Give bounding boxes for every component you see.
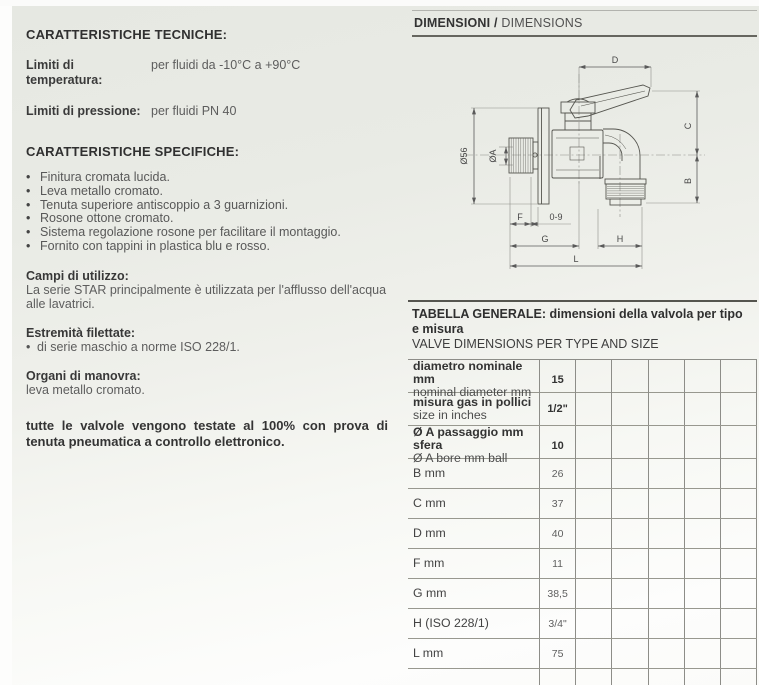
empty-cell: [576, 519, 612, 548]
row-label-en: Ø A bore mm ball: [413, 451, 508, 465]
row-value: 15: [540, 360, 576, 399]
center-lines: [464, 74, 705, 217]
testing-note: tutte le valvole vengono testate al 100% con prova di tenuta pneumatica a controllo elettronico.: [26, 417, 388, 449]
left-column: [26, 27, 389, 450]
empty-cell: [649, 393, 685, 425]
body-mark: [570, 147, 584, 160]
subhead-estremita-filettate: Estremità filettate:: [26, 325, 136, 340]
table-row: [408, 609, 757, 639]
spec-value: per fluidi da -10°C a +90°C: [151, 58, 301, 72]
empty-cell: [685, 489, 721, 518]
empty-cell: [721, 609, 757, 638]
scan-edge-top: [0, 0, 759, 6]
empty-cell: [685, 579, 721, 608]
outlet-tail: [610, 199, 641, 205]
dim-label-d: D: [611, 55, 619, 65]
table-row: [408, 425, 757, 465]
empty-cell: [685, 549, 721, 578]
rosette-flange: [538, 108, 549, 204]
empty-cell: [576, 459, 612, 488]
dim-label-c: C: [683, 122, 693, 130]
table-title-it: TABELLA GENERALE: dimensioni della valvola per tipo e misura: [412, 307, 743, 336]
table-row: [408, 393, 757, 426]
empty-cell: [721, 639, 757, 668]
row-label-it: B mm: [413, 466, 446, 480]
campi-text: La serie STAR principalmente è utilizzata per l'afflusso dell'acqua alle lavatrici.: [26, 282, 387, 311]
bullet-icon: •: [26, 238, 31, 253]
table-row: [408, 489, 757, 519]
dimensions-header: [412, 10, 757, 37]
empty-cell: [576, 489, 612, 518]
row-value: 40: [540, 519, 576, 548]
empty-cell: [576, 393, 612, 425]
empty-cell: [649, 639, 685, 668]
row-label-it: H (ISO 228/1): [413, 616, 489, 630]
table-title-en: VALVE DIMENSIONS PER TYPE AND SIZE: [412, 337, 659, 351]
empty-cell: [612, 489, 648, 518]
row-label-en: nominal diameter mm: [413, 385, 532, 399]
outlet-union: [605, 179, 646, 184]
spec-value: per fluidi PN 40: [151, 104, 237, 118]
dimensions-title-en: DIMENSIONS: [501, 16, 583, 30]
list-item-text: Rosone ottone cromato.: [40, 211, 174, 226]
list-item-text: Fornito con tappini in plastica blu e rosso.: [40, 238, 270, 253]
table-title: [408, 302, 757, 359]
empty-cell: [685, 459, 721, 488]
dim-label-l: L: [573, 254, 579, 264]
row-value: 26: [540, 459, 576, 488]
empty-cell: [612, 579, 648, 608]
valve-neck: [565, 113, 591, 130]
empty-cell: [612, 549, 648, 578]
dimension-labels: [459, 55, 693, 264]
empty-cell: [685, 669, 721, 685]
list-item: [26, 240, 389, 254]
row-label-it: Ø A passaggio mm sfera: [413, 425, 524, 452]
row-value: 37: [540, 489, 576, 518]
bullet-icon: •: [26, 339, 31, 354]
dim-label-b: B: [683, 177, 693, 185]
dimensions-table: [408, 300, 757, 685]
empty-cell: [612, 669, 648, 685]
specifiche-bullet-list: [26, 171, 389, 254]
list-item-text: Finitura cromata lucida.: [40, 170, 170, 184]
list-item-text: Sistema regolazione rosone per facilitare il montaggio.: [40, 225, 341, 240]
empty-cell: [685, 609, 721, 638]
empty-cell: [612, 639, 648, 668]
table-row: [408, 459, 757, 489]
table-row: [408, 359, 757, 399]
empty-cell: [649, 579, 685, 608]
list-item: [26, 185, 389, 199]
section-title-caratteristiche-specifiche: CARATTERISTICHE SPECIFICHE:: [26, 144, 240, 159]
empty-cell: [685, 393, 721, 425]
row-value: 3/4": [540, 609, 576, 638]
empty-cell: [649, 519, 685, 548]
empty-cell: [612, 393, 648, 425]
bullet-icon: •: [26, 225, 31, 240]
empty-cell: [649, 669, 685, 685]
spec-label: Limiti di pressione:: [26, 104, 141, 118]
empty-cell: [649, 489, 685, 518]
empty-cell: [721, 459, 757, 488]
row-value: 1/2": [540, 393, 576, 425]
row-label-it: D mm: [413, 526, 446, 540]
row-value: 75: [540, 639, 576, 668]
empty-cell: [576, 669, 612, 685]
table-grid: [408, 359, 757, 685]
empty-cell: [721, 393, 757, 425]
spec-row-pressione: [26, 104, 389, 119]
list-item-text: Tenuta superiore antiscoppio a 3 guarnizioni.: [40, 197, 289, 212]
row-value: 10: [540, 426, 576, 465]
organi-text: leva metallo cromato.: [26, 382, 145, 397]
row-value: 11: [540, 549, 576, 578]
table-row: [408, 549, 757, 579]
empty-cell: [576, 549, 612, 578]
table-row: [408, 639, 757, 669]
dim-label-travel: 0-9: [549, 212, 563, 222]
dimensions-title-separator: /: [490, 16, 502, 30]
estremita-item: [26, 340, 388, 354]
empty-cell: [685, 519, 721, 548]
list-item: [26, 199, 389, 213]
dim-label-f: F: [517, 212, 523, 222]
list-item: [26, 212, 389, 226]
dimension-lines: [474, 67, 697, 266]
empty-cell: [721, 489, 757, 518]
empty-cell: [612, 519, 648, 548]
subhead-campi-di-utilizzo: Campi di utilizzo:: [26, 268, 129, 283]
scan-edge-left: [0, 0, 12, 685]
list-item-text: Leva metallo cromato.: [40, 183, 163, 198]
table-row: [408, 519, 757, 549]
valve-outline: [509, 85, 650, 205]
empty-cell: [612, 459, 648, 488]
empty-cell: [685, 639, 721, 668]
empty-cell: [649, 609, 685, 638]
row-value: 38,5: [540, 579, 576, 608]
row-label-it: C mm: [413, 496, 446, 510]
row-label-it: G mm: [413, 586, 447, 600]
spec-row-temperatura: [26, 58, 389, 88]
table-row: [408, 579, 757, 609]
empty-cell: [721, 519, 757, 548]
bullet-icon: •: [26, 183, 31, 198]
list-item: [26, 226, 389, 240]
valve-body: [552, 130, 603, 178]
empty-cell: [721, 579, 757, 608]
empty-cell: [576, 579, 612, 608]
empty-cell: [612, 609, 648, 638]
estremita-item-text: di serie maschio a norme ISO 228/1.: [37, 339, 240, 354]
dim-label-g: G: [541, 234, 549, 244]
bullet-icon: •: [26, 170, 31, 184]
empty-cell: [721, 549, 757, 578]
outlet-thread: [606, 184, 645, 199]
empty-cell: [649, 549, 685, 578]
bullet-icon: •: [26, 211, 31, 226]
extension-lines: [471, 67, 700, 269]
empty-cell: [721, 669, 757, 685]
row-label-it: F mm: [413, 556, 445, 570]
row-label-it: diametro nominale mm: [413, 359, 523, 386]
spec-label: Limiti di temperatura:: [26, 58, 103, 87]
row-label-en: size in inches: [413, 408, 487, 422]
row-label-it: misura gas in pollici: [413, 395, 532, 409]
empty-cell: [540, 669, 576, 685]
empty-cell: [576, 609, 612, 638]
dim-label-diaA: ØA: [488, 149, 498, 163]
subhead-organi-di-manovra: Organi di manovra:: [26, 368, 141, 383]
row-label-it: L mm: [413, 646, 444, 660]
dim-label-h: H: [616, 234, 624, 244]
dim-label-dia56: Ø56: [459, 147, 469, 165]
table-row-partial: [408, 669, 757, 685]
section-title-caratteristiche-tecniche: CARATTERISTICHE TECNICHE:: [26, 27, 228, 42]
empty-cell: [649, 459, 685, 488]
list-item: [26, 171, 389, 185]
empty-cell: [576, 639, 612, 668]
dimensions-title-it: DIMENSIONI: [414, 16, 491, 30]
valve-technical-drawing: [419, 47, 759, 291]
bullet-icon: •: [26, 197, 31, 212]
